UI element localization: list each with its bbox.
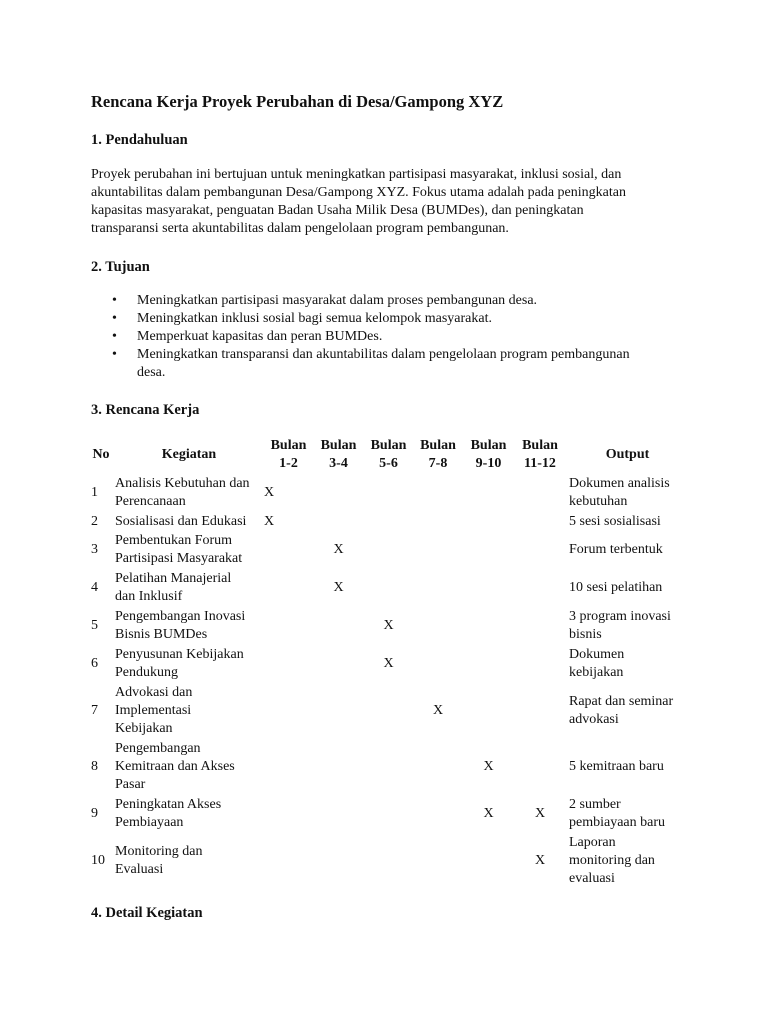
schedule-mark <box>313 739 364 795</box>
schedule-mark <box>364 474 413 512</box>
activity-cell <box>114 795 264 833</box>
row-number: 3 <box>91 542 98 557</box>
schedule-mark: X <box>432 703 444 718</box>
output-line: 5 kemitraan baru <box>569 759 664 774</box>
schedule-mark <box>463 474 514 512</box>
schedule-mark: X <box>483 759 494 774</box>
schedule-mark <box>364 739 413 795</box>
schedule-mark <box>463 512 514 531</box>
table-row <box>88 569 689 607</box>
schedule-mark <box>514 474 566 512</box>
schedule-mark <box>264 607 313 645</box>
activity-cell <box>114 683 264 739</box>
table-row <box>88 531 689 569</box>
activity-line: Evaluasi <box>115 862 164 877</box>
list-item-text: Meningkatkan inklusi sosial bagi semua kelompok masyarakat. <box>137 311 492 326</box>
activity-line: Perencanaan <box>115 494 186 509</box>
schedule-mark <box>313 795 364 833</box>
schedule-mark <box>364 683 413 739</box>
schedule-mark <box>514 739 566 795</box>
schedule-mark <box>413 474 463 512</box>
header-output: Output <box>605 447 650 462</box>
output-line: 5 sesi sosialisasi <box>569 513 661 529</box>
schedule-mark: X <box>383 656 394 671</box>
header-month <box>313 436 364 474</box>
row-number: 9 <box>91 806 98 821</box>
output-cell <box>566 512 689 531</box>
header-month-line: Bulan <box>470 438 507 453</box>
list-item-text: desa. <box>137 365 166 380</box>
activity-cell <box>114 739 264 795</box>
header-no: No <box>92 447 110 462</box>
row-number: 8 <box>91 759 98 774</box>
output-line: pembiayaan baru <box>569 815 666 830</box>
output-line: Dokumen <box>569 647 625 662</box>
row-number: 5 <box>91 618 98 633</box>
schedule-mark <box>364 795 413 833</box>
section-heading-pendahuluan: 1. Pendahuluan <box>91 132 188 148</box>
row-number: 1 <box>91 485 98 500</box>
output-line: Rapat dan seminar <box>569 694 674 709</box>
output-cell <box>566 739 689 795</box>
header-month <box>514 436 566 474</box>
schedule-mark <box>264 683 313 739</box>
intro-line: akuntabilitas dalam pembangunan Desa/Gampong XYZ. Fokus utama adalah pada peningkatan <box>91 185 626 200</box>
schedule-mark: X <box>534 806 546 821</box>
schedule-mark <box>514 512 566 531</box>
schedule-mark <box>463 607 514 645</box>
table-row <box>88 739 689 795</box>
header-month-line: 9-10 <box>475 456 502 471</box>
output-line: kebutuhan <box>569 494 628 509</box>
table-row <box>88 474 689 512</box>
schedule-mark <box>313 833 364 889</box>
schedule-mark <box>413 512 463 531</box>
schedule-mark: X <box>333 580 344 595</box>
schedule-mark <box>413 795 463 833</box>
output-line: advokasi <box>569 712 619 727</box>
output-line: 10 sesi pelatihan <box>569 580 663 595</box>
list-item <box>112 310 692 328</box>
table-body <box>88 474 689 889</box>
schedule-mark <box>413 569 463 607</box>
output-line: 3 program inovasi <box>569 609 671 624</box>
output-cell <box>566 683 689 739</box>
schedule-mark <box>313 474 364 512</box>
table-row <box>88 512 689 531</box>
header-month-line: 3-4 <box>329 456 348 471</box>
activity-line: Pembentukan Forum <box>115 533 233 548</box>
schedule-mark <box>413 645 463 683</box>
table-row <box>88 645 689 683</box>
output-cell <box>566 833 689 889</box>
output-line: Laporan <box>569 835 616 850</box>
list-item <box>112 292 692 310</box>
table-row <box>88 607 689 645</box>
header-kegiatan: Kegiatan <box>161 447 217 462</box>
schedule-mark <box>364 833 413 889</box>
activity-line: Pasar <box>115 777 146 792</box>
activity-line: Peningkatan Akses <box>115 797 222 812</box>
activity-line: Pembiayaan <box>115 815 184 830</box>
activity-cell <box>114 512 264 531</box>
header-month-line: Bulan <box>320 438 357 453</box>
schedule-mark <box>463 833 514 889</box>
activity-cell <box>114 531 264 569</box>
schedule-mark <box>463 645 514 683</box>
table-row <box>88 795 689 833</box>
header-month-line: 1-2 <box>279 456 298 471</box>
schedule-mark <box>313 683 364 739</box>
intro-paragraph <box>91 166 691 238</box>
activity-line: Kebijakan <box>115 721 173 736</box>
schedule-mark <box>313 607 364 645</box>
bullet-icon: • <box>112 347 117 362</box>
schedule-mark <box>413 739 463 795</box>
section-heading-detail-kegiatan: 4. Detail Kegiatan <box>91 905 203 921</box>
activity-line: Monitoring dan <box>115 844 203 859</box>
header-month-line: Bulan <box>370 438 407 453</box>
schedule-mark <box>463 531 514 569</box>
output-cell <box>566 607 689 645</box>
schedule-mark <box>264 833 313 889</box>
schedule-mark <box>514 607 566 645</box>
schedule-mark <box>364 531 413 569</box>
bullet-icon: • <box>112 329 117 344</box>
activity-line: Analisis Kebutuhan dan <box>115 476 250 491</box>
activity-line: Partisipasi Masyarakat <box>115 551 243 566</box>
list-item <box>112 328 692 346</box>
activity-line: Pendukung <box>115 665 178 680</box>
activity-line: Kemitraan dan Akses <box>115 759 235 774</box>
output-cell <box>566 474 689 512</box>
schedule-mark <box>264 531 313 569</box>
activity-line: Advokasi dan <box>115 685 193 700</box>
output-line: monitoring dan <box>569 853 655 868</box>
output-line: Forum terbentuk <box>569 542 663 557</box>
row-number: 4 <box>91 580 98 595</box>
header-month <box>364 436 413 474</box>
row-number: 6 <box>91 656 98 671</box>
schedule-mark: X <box>333 542 344 557</box>
activity-line: Implementasi <box>115 703 192 718</box>
output-line: Dokumen analisis <box>569 476 670 491</box>
header-month-line: 11-12 <box>524 456 556 471</box>
activity-line: Pengembangan Inovasi <box>115 609 246 624</box>
output-line: kebijakan <box>569 665 624 680</box>
bullet-icon: • <box>112 293 117 308</box>
schedule-mark: X <box>534 853 546 868</box>
output-cell <box>566 531 689 569</box>
row-number: 2 <box>91 513 98 529</box>
table-row <box>88 833 689 889</box>
activity-line: Sosialisasi dan Edukasi <box>115 513 247 529</box>
schedule-mark <box>514 569 566 607</box>
schedule-mark <box>364 569 413 607</box>
bullet-icon: • <box>112 311 117 326</box>
schedule-mark <box>514 645 566 683</box>
header-month <box>264 436 313 474</box>
header-month <box>413 436 463 474</box>
intro-line: kapasitas masyarakat, penguatan Badan Usaha Milik Desa (BUMDes), dan peningkatan <box>91 203 584 218</box>
output-cell <box>566 645 689 683</box>
activity-line: dan Inklusif <box>115 589 183 604</box>
schedule-mark <box>264 795 313 833</box>
section-heading-rencana-kerja: 3. Rencana Kerja <box>91 402 200 418</box>
goals-list <box>112 292 692 382</box>
document-title: Rencana Kerja Proyek Perubahan di Desa/Gampong XYZ <box>91 92 504 111</box>
activity-cell <box>114 645 264 683</box>
schedule-mark <box>413 833 463 889</box>
list-item-text: Meningkatkan partisipasi masyarakat dalam proses pembangunan desa. <box>137 293 538 308</box>
schedule-mark <box>313 512 364 531</box>
activity-line: Bisnis BUMDes <box>115 627 208 642</box>
section-heading-tujuan: 2. Tujuan <box>91 259 150 275</box>
header-month-line: Bulan <box>420 438 456 453</box>
header-month-line: 7-8 <box>428 456 448 471</box>
output-cell <box>566 569 689 607</box>
activity-cell <box>114 833 264 889</box>
schedule-mark <box>313 645 364 683</box>
list-item-text: Memperkuat kapasitas dan peran BUMDes. <box>137 329 383 344</box>
row-number: 7 <box>91 703 98 718</box>
list-item <box>112 346 692 382</box>
header-month <box>463 436 514 474</box>
schedule-mark <box>413 531 463 569</box>
output-cell <box>566 795 689 833</box>
schedule-mark <box>364 512 413 531</box>
activity-cell <box>114 569 264 607</box>
schedule-mark: X <box>483 806 494 821</box>
schedule-mark <box>264 645 313 683</box>
output-line: bisnis <box>569 627 602 642</box>
intro-line: transparansi serta akuntabilitas dalam pengelolaan program pembangunan. <box>91 221 509 236</box>
schedule-mark <box>463 569 514 607</box>
intro-line: Proyek perubahan ini bertujuan untuk meningkatkan partisipasi masyarakat, inklusi sosial, dan <box>91 167 622 182</box>
schedule-mark <box>514 531 566 569</box>
row-number: 10 <box>91 853 105 868</box>
header-month-line: Bulan <box>270 438 307 453</box>
schedule-mark: X <box>264 513 275 529</box>
schedule-mark <box>463 683 514 739</box>
output-line: evaluasi <box>569 871 615 886</box>
schedule-mark <box>413 607 463 645</box>
activity-cell <box>114 474 264 512</box>
schedule-mark: X <box>264 485 275 500</box>
work-plan-table <box>88 436 689 889</box>
table-row <box>88 683 689 739</box>
schedule-mark: X <box>383 618 394 633</box>
output-line: 2 sumber <box>569 797 621 812</box>
header-month-line: 5-6 <box>379 456 398 471</box>
activity-line: Penyusunan Kebijakan <box>115 647 244 662</box>
schedule-mark <box>264 569 313 607</box>
schedule-mark <box>264 739 313 795</box>
header-month-line: Bulan <box>522 438 558 453</box>
activity-line: Pengembangan <box>115 741 201 756</box>
table-header-row <box>88 436 689 474</box>
list-item-text: Meningkatkan transparansi dan akuntabilitas dalam pengelolaan program pembangunan <box>137 347 630 362</box>
schedule-mark <box>514 683 566 739</box>
activity-line: Pelatihan Manajerial <box>115 571 232 586</box>
activity-cell <box>114 607 264 645</box>
